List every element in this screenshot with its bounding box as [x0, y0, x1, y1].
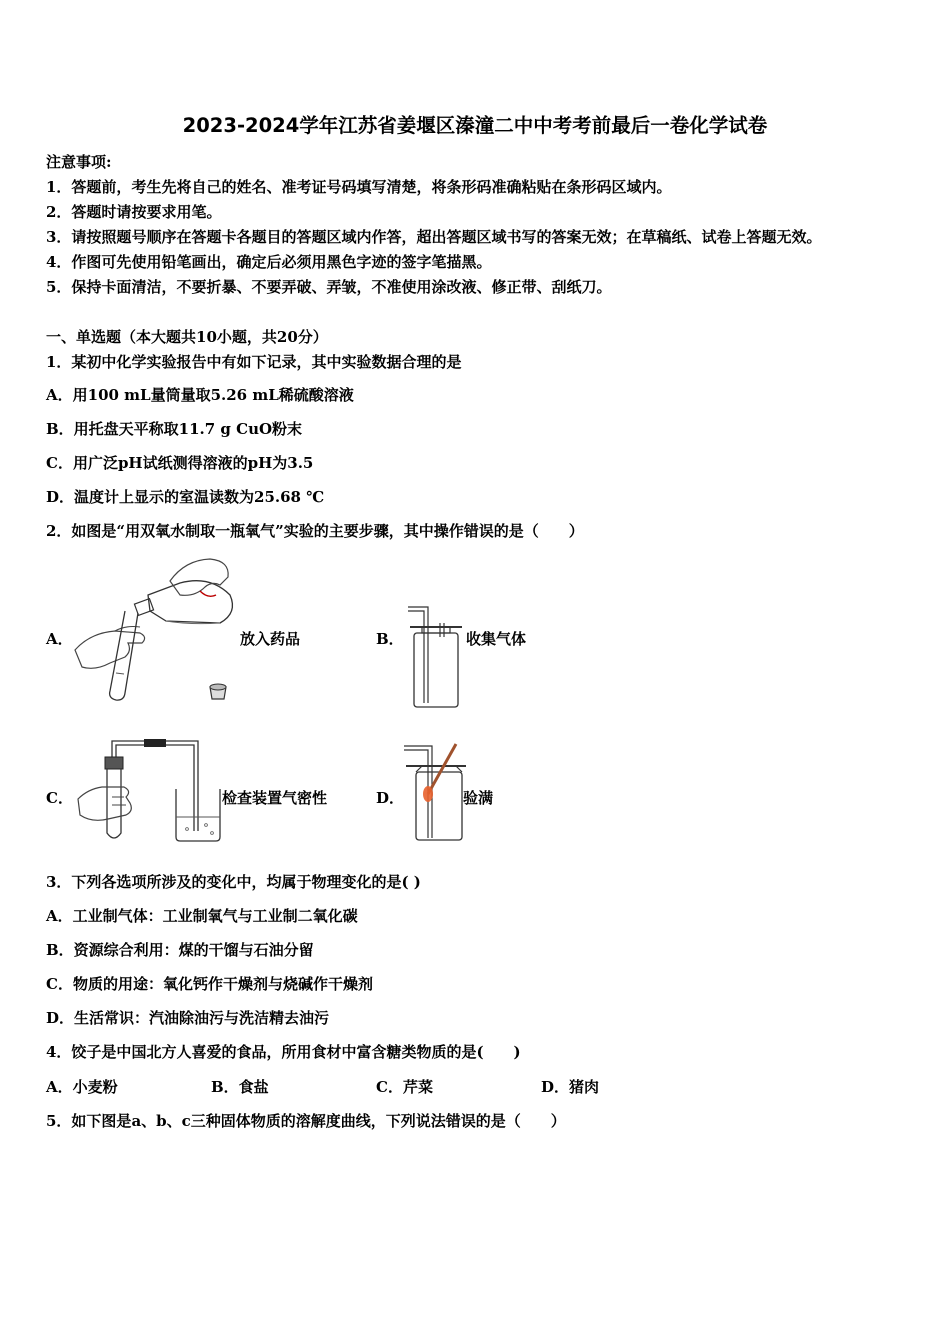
- q2-option-b-letter: B．: [376, 630, 404, 648]
- note-item: 1．答题前，考生先将自己的姓名、准考证号码填写清楚，将条形码准确粘贴在条形码区域内。: [46, 178, 672, 196]
- airtightness-check-apparatus-figure: [72, 735, 224, 845]
- q3-option-b: B．资源综合利用：煤的干馏与石油分留: [46, 941, 314, 959]
- notes-heading: 注意事项:: [46, 153, 112, 171]
- section-heading: 一、单选题（本大题共10小题，共20分）: [46, 328, 328, 346]
- note-item: 5．保持卡面清洁，不要折暴、不要弄破、弄皱，不准使用涂改液、修正带、刮纸刀。: [46, 278, 612, 296]
- note-item: 4．作图可先使用铅笔画出，确定后必须用黑色字迹的签字笔描黑。: [46, 253, 492, 271]
- q5-stem: 5．如下图是a、b、c三种固体物质的溶解度曲线，下列说法错误的是（ ）: [46, 1112, 566, 1130]
- note-item: 2．答题时请按要求用笔。: [46, 203, 222, 221]
- q1-option-a: A．用100 mL量筒量取5.26 mL稀硫酸溶液: [46, 386, 354, 404]
- q3-option-d: D．生活常识：汽油除油污与洗洁精去油污: [46, 1009, 330, 1027]
- q1-option-b: B．用托盘天平称取11.7 g CuO粉末: [46, 420, 303, 438]
- q2-option-d-letter: D．: [376, 789, 405, 807]
- q4-stem: 4．饺子是中国北方人喜爱的食品，所用食材中富含糖类物质的是( ): [46, 1043, 521, 1061]
- oxygen-full-test-figure: [402, 742, 468, 844]
- q4-option-b: B．食盐: [211, 1078, 269, 1096]
- q4-option-d: D．猪肉: [541, 1078, 600, 1096]
- q4-option-a: A．小麦粉: [46, 1078, 118, 1096]
- q2-option-c-letter: C．: [46, 789, 73, 807]
- q3-option-a: A．工业制气体：工业制氧气与工业制二氧化碳: [46, 907, 358, 925]
- q2-option-a-letter: A．: [46, 630, 73, 648]
- q1-option-c: C．用广泛pH试纸测得溶液的pH为3.5: [46, 454, 314, 472]
- gas-collection-bottle-figure: [402, 603, 468, 711]
- note-item: 3．请按照题号顺序在答题卡各题目的答题区域内作答，超出答题区域书写的答案无效；在草稿纸、试卷上答题无效。: [46, 228, 822, 246]
- q3-option-c: C．物质的用途：氧化钙作干燥剂与烧碱作干燥剂: [46, 975, 373, 993]
- q2-option-c-caption: 检查装置气密性: [222, 789, 328, 807]
- q4-option-c: C．芹菜: [376, 1078, 433, 1096]
- q2-option-a-caption: 放入药品: [240, 630, 301, 648]
- q1-stem: 1．某初中化学实验报告中有如下记录，其中实验数据合理的是: [46, 353, 462, 371]
- q2-option-b-caption: 收集气体: [466, 630, 527, 648]
- q2-stem: 2．如图是“用双氧水制取一瓶氧气”实验的主要步骤，其中操作错误的是（ ）: [46, 522, 584, 540]
- q2-option-d-caption: 验满: [463, 789, 494, 807]
- pour-liquid-into-test-tube-figure: [70, 555, 245, 705]
- q1-option-d: D．温度计上显示的室温读数为25.68 ℃: [46, 488, 325, 506]
- q3-stem: 3．下列各选项所涉及的变化中，均属于物理变化的是( ): [46, 873, 421, 891]
- page-title: 2023-2024学年江苏省姜堰区溱潼二中中考考前最后一卷化学试卷: [182, 114, 768, 137]
